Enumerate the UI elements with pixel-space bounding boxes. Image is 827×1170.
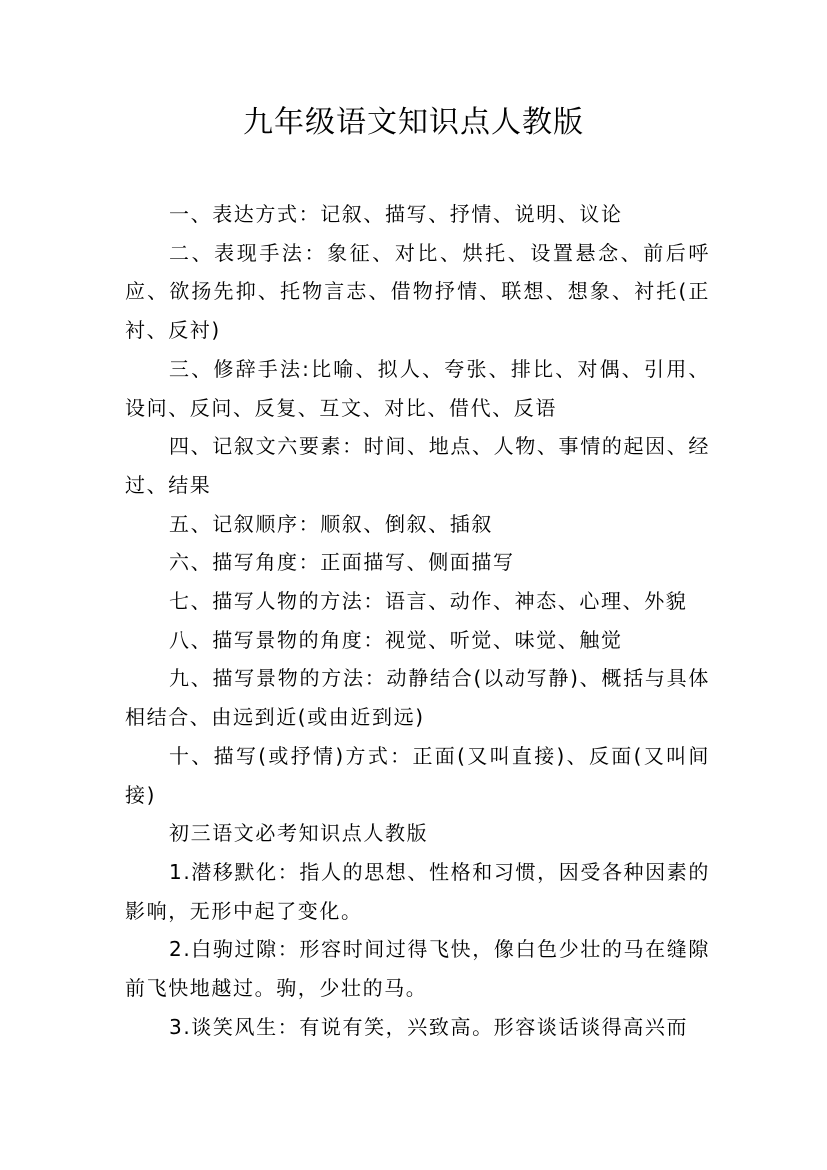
paragraph-description-styles: 十、描写(或抒情)方式：正面(又叫直接)、反面(又叫间接) (125, 743, 710, 807)
idiom-item-1: 1.潜移默化：指人的思想、性格和习惯，因受各种因素的影响，无形中起了变化。 (125, 859, 710, 923)
paragraph-narrative-order: 五、记叙顺序：顺叙、倒叙、插叙 (169, 511, 493, 536)
idiom-item-2: 2.白驹过隙：形容时间过得飞快，像白色少壮的马在缝隙前飞快地越过。驹，少壮的马。 (125, 937, 710, 1001)
paragraph-rhetoric-devices: 三、修辞手法:比喻、拟人、夸张、排比、对偶、引用、设问、反问、反复、互文、对比、借代、反语 (125, 356, 710, 420)
idiom-item-3: 3.谈笑风生：有说有笑，兴致高。形容谈话谈得高兴而 (169, 1014, 689, 1039)
paragraph-scenery-methods: 九、描写景物的方法：动静结合(以动写静)、概括与具体相结合、由远到近(或由近到远) (125, 666, 710, 730)
paragraph-description-angles: 六、描写角度：正面描写、侧面描写 (169, 550, 515, 575)
document-title: 九年级语文知识点人教版 (243, 105, 584, 140)
paragraph-narrative-six-elements: 四、记叙文六要素：时间、地点、人物、事情的起因、经过、结果 (125, 434, 710, 497)
paragraph-character-description: 七、描写人物的方法：语言、动作、神态、心理、外貌 (169, 589, 688, 614)
document-body (125, 195, 710, 1046)
paragraph-expression-techniques: 二、表现手法：象征、对比、烘托、设置悬念、前后呼应、欲扬先抑、托物言志、借物抒情、联想、想象、衬托(正衬、反衬) (125, 240, 710, 343)
section-heading: 初三语文必考知识点人教版 (169, 821, 429, 846)
paragraph-expression-modes: 一、表达方式：记叙、描写、抒情、说明、议论 (169, 202, 623, 226)
paragraph-scenery-angles: 八、描写景物的角度：视觉、听觉、味觉、触觉 (169, 627, 623, 652)
